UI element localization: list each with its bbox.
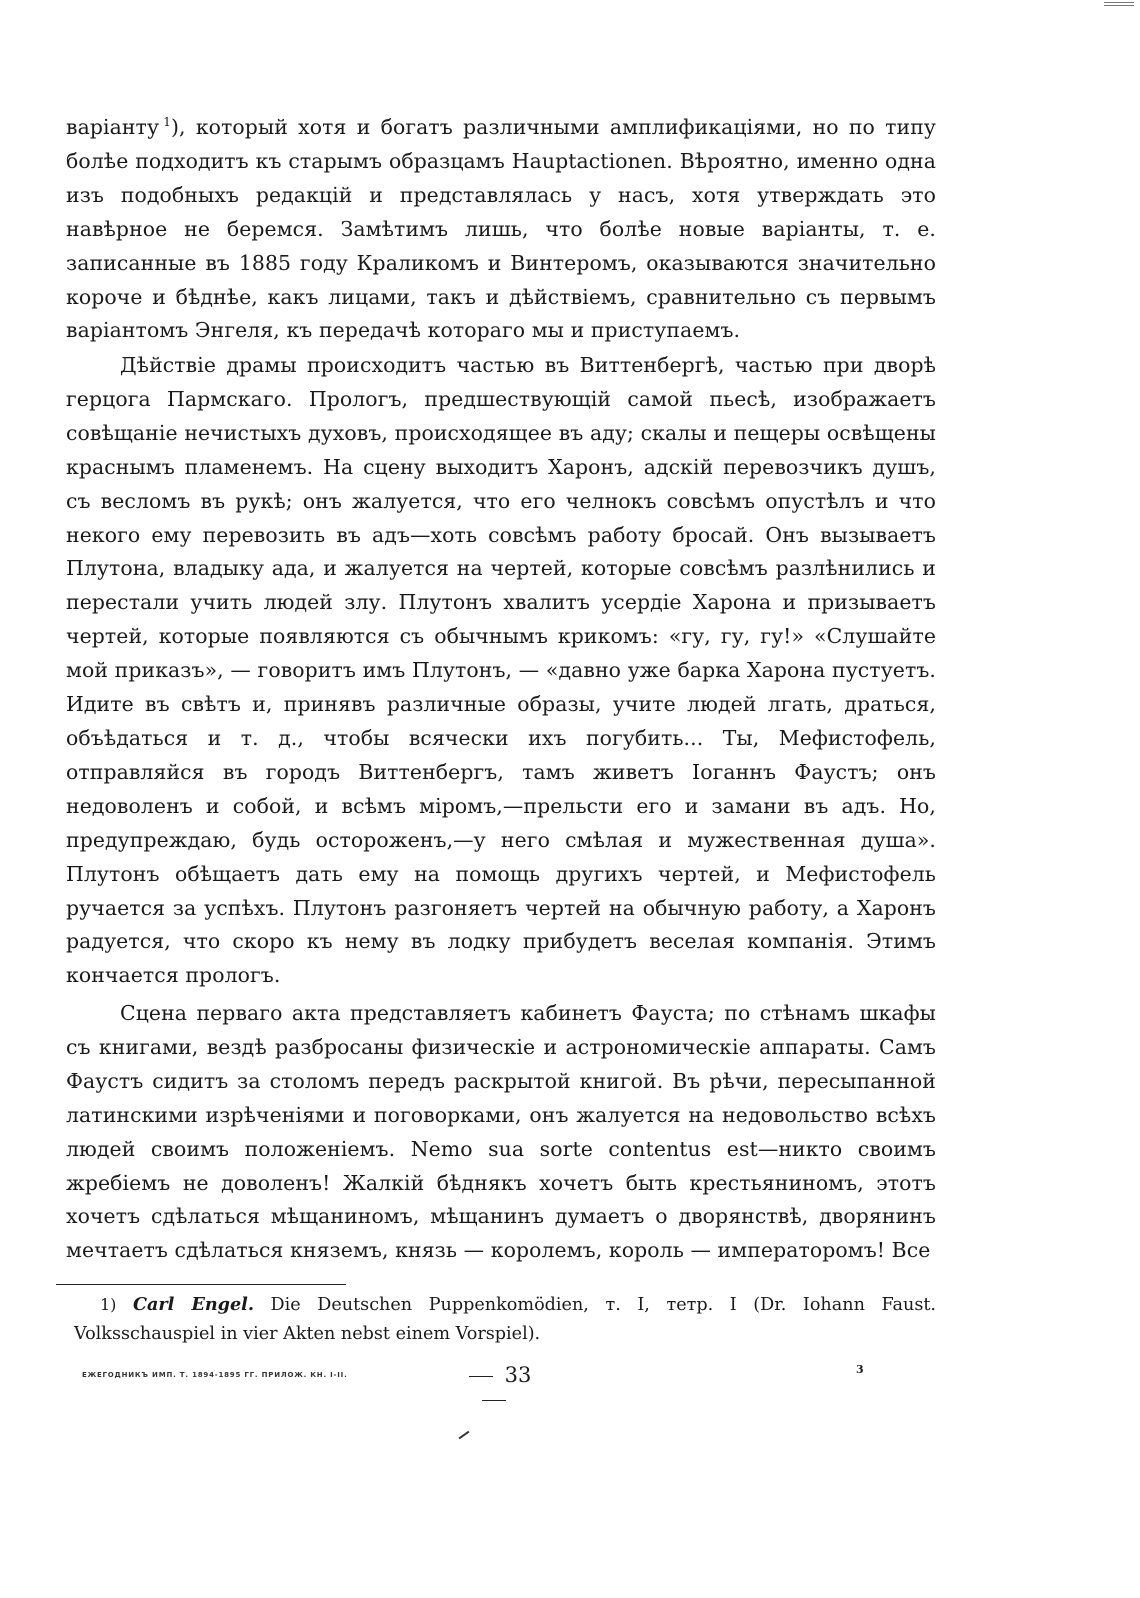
paragraph-3 <box>66 997 936 1268</box>
footnote-text: Die Deutschen Puppenkomödien, т. I, тетр. I (Dr. Iohann Faust. Volksschauspiel in vier Akten nebst einem Vorspiel). <box>74 1295 937 1344</box>
footnote-marker: 1) <box>100 1295 117 1314</box>
page-number <box>434 1363 554 1411</box>
scan-corner-mark <box>1104 0 1134 8</box>
footnote-author: Carl Engel. <box>133 1294 254 1315</box>
paragraph-3-text: Сцена перваго акта представляетъ кабинетъ Фауста; по стѣнамъ шкафы съ книгами, вездѣ разбросаны физическіе и астрономическіе аппараты. Самъ Фаустъ сидитъ за столомъ передъ раскрытой книгой. Въ рѣчи, пересыпанной латинскими изрѣченіями и поговорками, онъ жалуется на недовольство всѣхъ людей своимъ положеніемъ. Nemo sua sorte contentus est—никто своимъ жребіемъ не доволенъ! Жалкій бѣднякъ хочетъ быть крестьяниномъ, этотъ хочетъ сдѣлаться мѣщаниномъ, мѣщанинъ думаетъ о дворянствѣ, дворянинъ мечтаетъ сдѣлаться княземъ, князь — королемъ, король — императоромъ! Все <box>66 1001 936 1263</box>
paragraph-1-lead: варіанту <box>66 115 160 139</box>
footnote-divider <box>56 1284 346 1285</box>
paragraph-2-text: Дѣйствіе драмы происходитъ частью въ Виттенбергѣ, частью при дворѣ герцога Пармскаго. Прологъ, предшествующій самой пьесѣ, изображаетъ совѣщаніе нечистыхъ духовъ, происходящее въ аду; скалы и пещеры освѣщены краснымъ пламенемъ. На сцену выходитъ Харонъ, адскій перевозчикъ душъ, съ весломъ въ рукѣ; онъ жалуется, что его челнокъ совсѣмъ опустѣлъ и что некого ему перевозить въ адъ—хоть совсѣмъ работу бросай. Онъ вызываетъ Плутона, владыку ада, и жалуется на чертей, которые совсѣмъ разлѣнились и перестали учить людей злу. Плутонъ хвалитъ усердіе Харона и призываетъ чертей, которые появляются съ обычнымъ крикомъ: «гу, гу, гу!» «Слушайте мой приказъ», — говоритъ имъ Плутонъ, — «давно уже барка Харона пустуетъ. Идите въ свѣтъ и, принявъ различные образы, учите людей лгать, драться, объѣдаться и т. д., чтобы всячески ихъ погубить... Ты, Мефистофель, отправляйся въ городъ Виттенбергъ, тамъ живетъ Іоганнъ Фаустъ; онъ недоволенъ и собой, и всѣмъ міромъ,—прельсти его и замани въ адъ. Но, предупреждаю, будь остороженъ,—у него смѣлая и мужественная душа». Плутонъ обѣщаетъ дать ему на помощь другихъ чертей, и Мефистофель ручается за успѣхъ. Плутонъ разгоняетъ чертей на обычную работу, а Харонъ радуется, что скоро къ нему въ лодку прибудетъ веселая компанія. Этимъ кончается прологъ. <box>66 353 936 988</box>
page-number-value: 33 <box>504 1363 532 1387</box>
footnote <box>74 1290 936 1349</box>
footnote-reference[interactable]: 1 <box>163 115 171 129</box>
sheet-number: 3 <box>856 1363 864 1376</box>
paragraph-2 <box>66 349 936 993</box>
page-footer <box>0 1365 1140 1395</box>
paragraph-1 <box>66 111 936 348</box>
ink-mark <box>459 1431 470 1440</box>
yearbook-signature: ЕЖЕГОДНИКЪ ИМП. Т. 1894-1895 ГГ. ПРИЛОЖ. КН. I-II. <box>82 1371 348 1379</box>
page-number-dash-right <box>482 1400 506 1401</box>
paragraph-1-text: ), который хотя и богатъ различными амплификаціями, но по типу болѣе подходитъ къ старымъ образцамъ Hauptactionen. Вѣроятно, именно одна изъ подобныхъ редакцій и представлялась у насъ, хотя утверждать это навѣрное не беремся. Замѣтимъ лишь, что болѣе новые варіанты, т. е. записанные въ 1885 году Краликомъ и Винтеромъ, оказываются значительно короче и бѣднѣе, какъ лицами, такъ и дѣйствіемъ, сравнительно съ первымъ варіантомъ Энгеля, къ передачѣ котораго мы и приступаемъ. <box>66 115 936 343</box>
page-number-dash-left <box>469 1376 493 1377</box>
